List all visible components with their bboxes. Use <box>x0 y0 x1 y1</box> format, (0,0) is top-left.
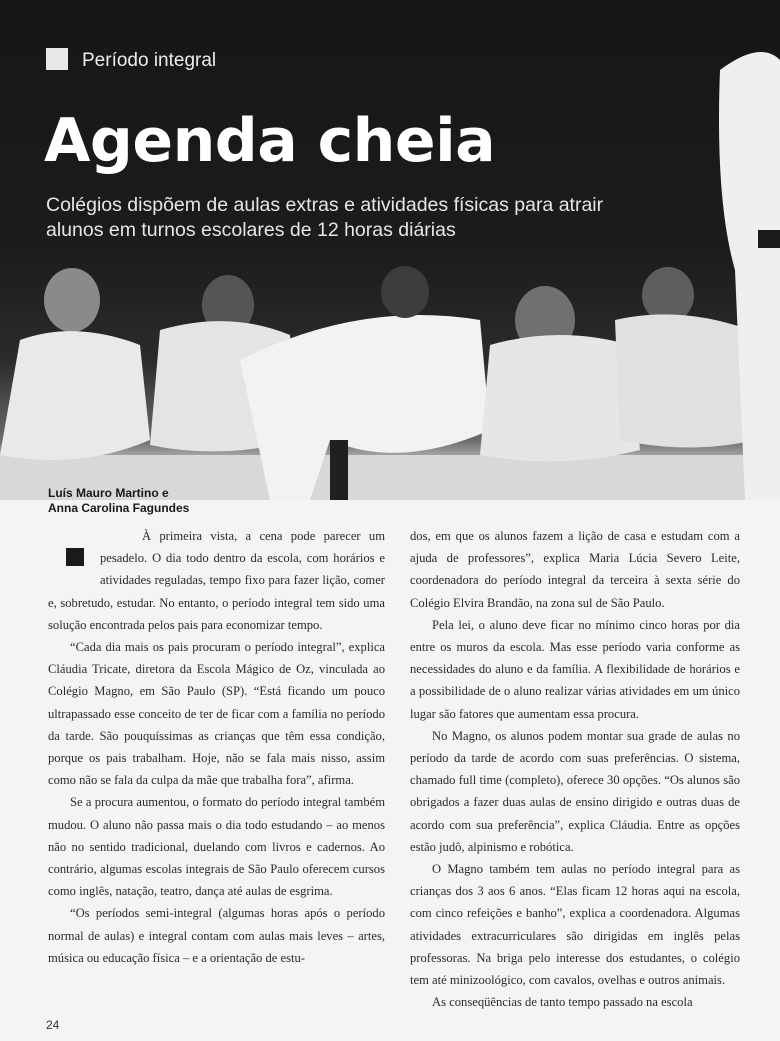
hero-photo-judo-class <box>0 0 780 500</box>
author-line-2: Anna Carolina Fagundes <box>48 501 190 515</box>
judo-photo-illustration <box>0 0 780 500</box>
left-paragraph-2: “Cada dia mais os pais procuram o período integral”, explica Cláudia Tricate, diretora da Escola Mágico de Oz, vinculada ao Colégio Magno, em São Paulo (SP). “Está ficando um pouco ultrapassado esse conceito de ter de ficar com a família no período da tarde. São pouquíssimas as crianças que têm essa condição, porque os pais trabalham. Hoje, não se fala mais nisso, assim como não se fala da culpa da mãe que trabalha fora”, afirma. <box>48 640 385 788</box>
article-left-column <box>48 525 385 969</box>
headline: Agenda cheia <box>44 106 496 176</box>
right-paragraph-1: dos, em que os alunos fazem a lição de casa e estudam com a ajuda de professores”, explica Maria Lúcia Severo Leite, coordenadora do período integral da terceira à sexta série do Colégio Elvira Brandão, na zona sul de São Paulo. <box>410 529 740 610</box>
author-line-1: Luís Mauro Martino e <box>48 486 169 500</box>
section-label: Período integral <box>82 50 217 71</box>
right-paragraph-3: No Magno, os alunos podem montar sua grade de aulas no período da tarde de acordo com suas preferências. O sistema, chamado full time (completo), oferece 30 opções. “Os alunos são obrigados a fazer duas aulas de ensino dirigido e outras duas de acordo com sua preferência”, explica Cláudia. Entre as opções estão judô, alpinismo e robótica. <box>410 728 740 854</box>
left-paragraph-3: Se a procura aumentou, o formato do período integral também mudou. O aluno não passa mais o dia todo estudando – ao menos não no sentido tradicional, duelando com livros e cadernos. Ao contrário, algumas escolas integrais de São Paulo oferecem cursos como inglês, natação, teatro, dança até aulas de esgrima. <box>48 795 385 899</box>
right-paragraph-5: As conseqüências de tanto tempo passado na escola <box>432 995 693 1010</box>
left-paragraph-1-text: À primeira vista, a cena pode parecer um pesadelo. O dia todo dentro da escola, com horários e atividades reguladas, tempo fixo para fazer lição, comer e, sobretudo, estudar. No entanto, o período integral tem sido uma solução encontrada pelos pais para economizar tempo. <box>48 529 385 632</box>
page-number: 24 <box>46 1018 60 1032</box>
right-paragraph-2: Pela lei, o aluno deve ficar no mínimo cinco horas por dia entre os muros da escola. Mas esse período varia conforme as necessidades do aluno e da família. A flexibilidade de horários e a possibilidade de o aluno realizar várias atividades em um único lugar são fatores que aumentam essa procura. <box>410 617 740 721</box>
right-paragraph-4: O Magno também tem aulas no período integral para as crianças dos 3 aos 6 anos. “Elas ficam 12 horas aqui na escola, com cinco refeições e banho”, explica a coordenadora. Algumas atividades extracurriculares são dirigidas em inglês pelas professoras. Na briga pelo interesse dos estudantes, o colégio tem até minizoológico, com cavalos, ovelhas e outros animais. <box>410 862 740 988</box>
subheadline: Colégios dispõem de aulas extras e atividades físicas para atrair alunos em turnos escolares de 12 horas diárias <box>46 194 604 241</box>
byline <box>48 486 189 516</box>
article-right-column <box>410 525 740 1013</box>
left-paragraph-1 <box>48 525 385 636</box>
left-paragraph-4: “Os períodos semi-integral (algumas horas após o período normal de aulas) e integral contam com aulas mais leves – artes, música ou educação física – e a orientação de estu- <box>48 906 385 965</box>
section-marker-square <box>46 48 68 70</box>
paragraph-start-square <box>66 548 84 566</box>
